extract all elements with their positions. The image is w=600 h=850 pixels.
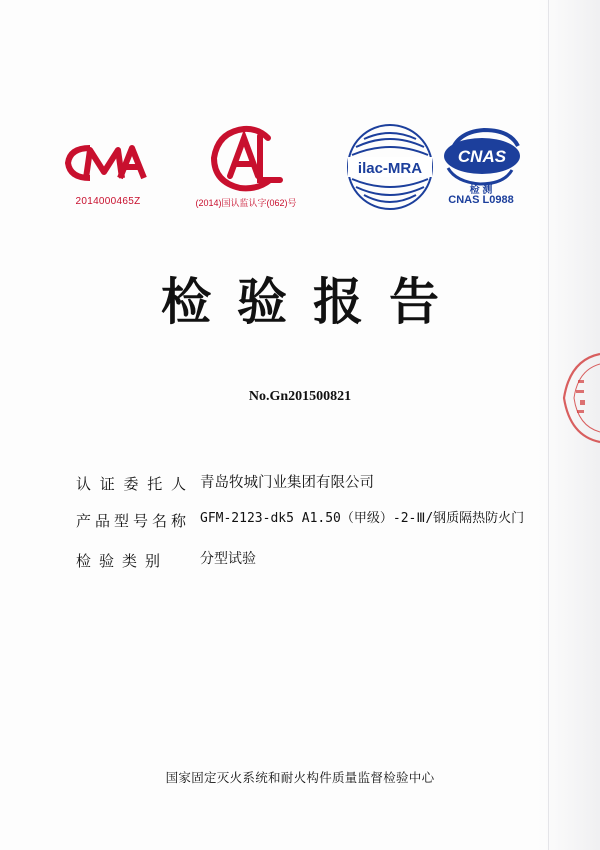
cma-number: 2014000465Z <box>75 196 141 207</box>
cal-logo-icon <box>206 124 286 194</box>
client-value: 青岛牧城门业集团有限公司 <box>200 475 374 491</box>
report-title: 检验报告 <box>161 273 465 331</box>
type-label: 检验类别 <box>76 552 160 570</box>
type-value: 分型试验 <box>200 551 256 567</box>
ilac-mra-logo-icon <box>344 121 436 213</box>
cal-caption: (2014)国认监认字(062)号 <box>195 198 297 208</box>
cnas-sub-label: 检 测 <box>469 185 493 196</box>
client-label: 认证委托人 <box>76 475 186 493</box>
cnas-number: CNAS L0988 <box>448 194 514 206</box>
model-value: GFM-2123-dk5 A1.50（甲级）-2-Ⅲ/钢质隔热防火门 <box>200 511 525 526</box>
seal-stamp-icon <box>558 350 600 450</box>
svg-text:ilac-MRA: ilac-MRA <box>357 160 423 177</box>
cma-logo-icon <box>62 140 147 186</box>
page-edge-line <box>548 0 549 850</box>
model-label: 产品型号名称 <box>76 512 186 530</box>
issuer-footer: 国家固定灭火系统和耐火构件质量监督检验中心 <box>165 770 435 785</box>
report-number: No.Gn201500821 <box>248 389 352 404</box>
svg-text:CNAS: CNAS <box>457 147 507 166</box>
